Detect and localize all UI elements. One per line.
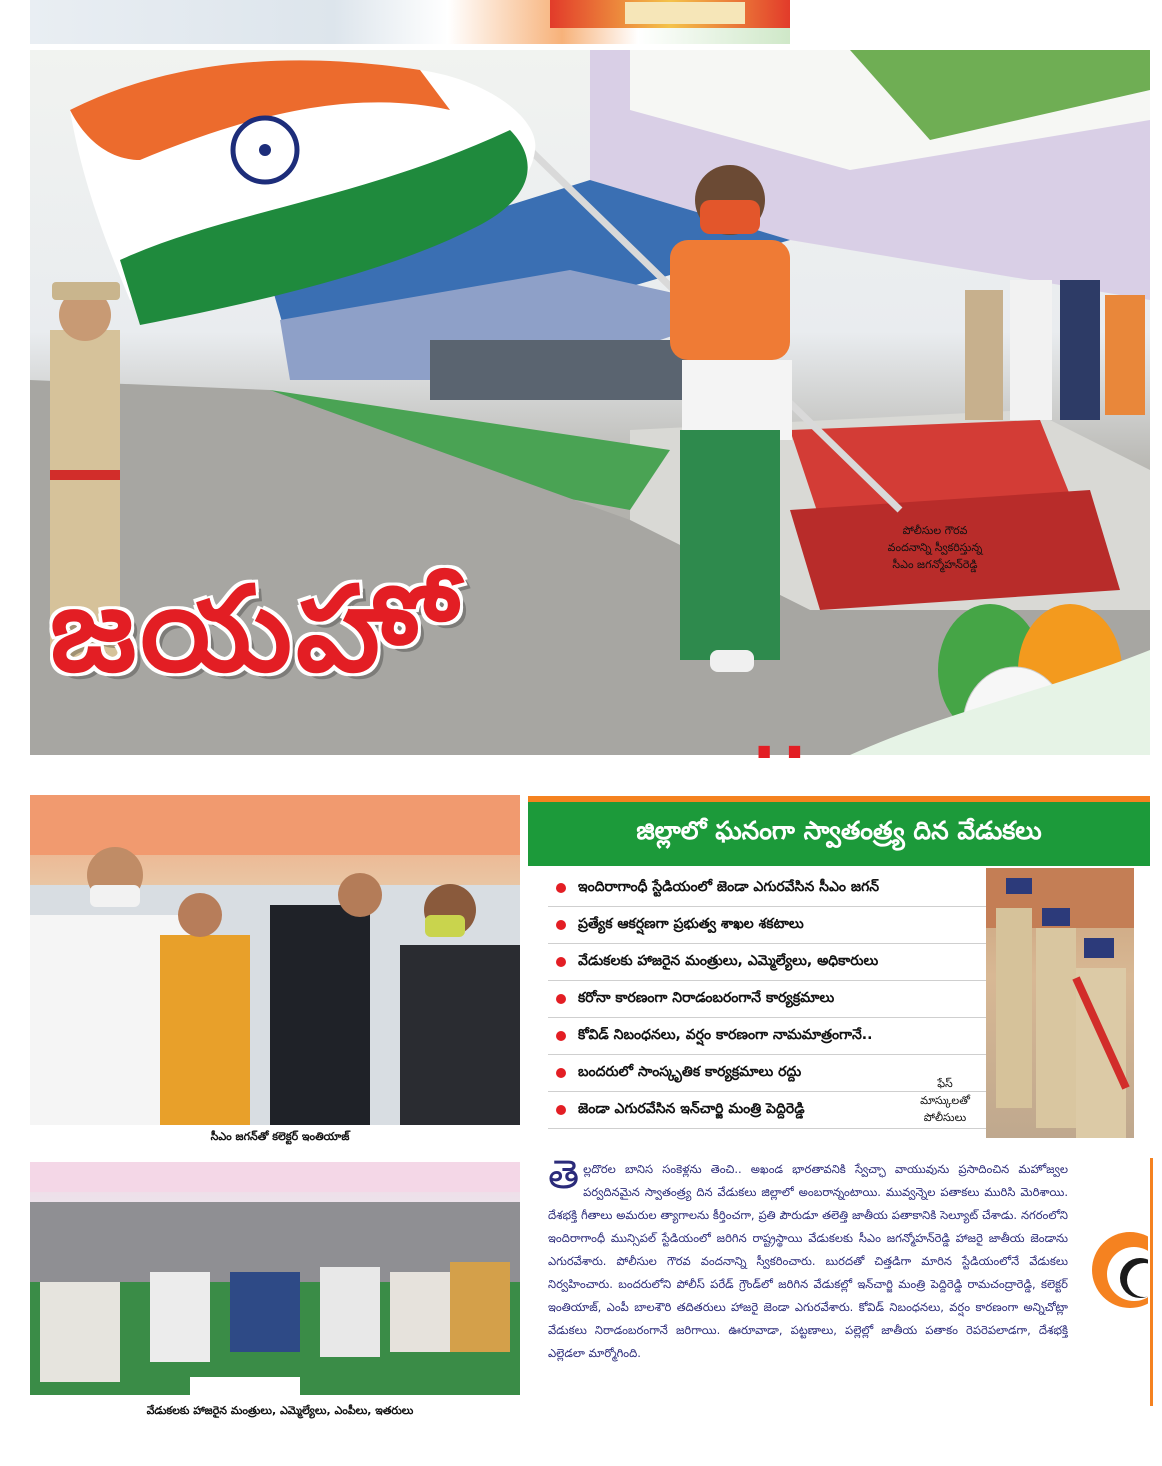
list-item <box>548 907 988 944</box>
bullet-text: ప్రత్యేక ఆకర్షణగా ప్రభుత్వ శాఖల శకటాలు <box>578 915 804 932</box>
bullet-dot <box>556 1031 566 1041</box>
audience-photo <box>30 1162 520 1395</box>
bullet-dot <box>556 1068 566 1078</box>
police-caption-line: మాస్కులతో <box>920 1094 970 1107</box>
police-photo <box>986 868 1134 1138</box>
bullet-text: కోవిడ్ నిబంధనలు, వర్షం కారణంగా నామమాత్రంగానే.. <box>578 1026 873 1043</box>
circle-graphic <box>1090 1228 1148 1312</box>
title-dots: .. <box>752 700 813 774</box>
police-caption <box>905 1075 985 1126</box>
list-item <box>548 870 988 907</box>
police-caption-line: ఫేస్ <box>937 1077 953 1090</box>
collector-illustration <box>30 795 520 1125</box>
masthead-emblem <box>625 2 745 24</box>
police-illustration <box>986 868 1134 1138</box>
bullet-dot <box>556 1105 566 1115</box>
police-caption-line: పోలీసులు <box>923 1111 967 1124</box>
hero-caption-line: పోలీసుల గౌరవ <box>902 524 968 537</box>
list-item <box>548 981 988 1018</box>
hero-caption <box>860 522 1010 573</box>
list-item <box>548 1018 988 1055</box>
bullet-dot <box>556 883 566 893</box>
bullet-dot <box>556 994 566 1004</box>
page-title: జయహో <box>50 560 460 698</box>
drop-cap: తె <box>548 1152 580 1198</box>
decorative-circle-icon <box>1090 1228 1148 1312</box>
collector-caption: సీఎం జగన్‌తో కలెక్టర్ ఇంతియాజ్ <box>210 1130 350 1143</box>
collector-photo <box>30 795 520 1125</box>
article-text: ల్లదొరల బానిస సంకెళ్లను తెంచి.. అఖండ భారతావనికి స్వేచ్ఛా వాయువును ప్రసాదించిన మహోజ్వల పర్వదినమైన స్వాతంత్ర్య దిన వేడుకలు జిల్లాలో అంబరాన్నంటాయి. మువ్వన్నెల పతాకలు మురిసి మెరిశాయి. దేశభక్తి గీతాలు అమరుల త్యాగాలను కీర్తించగా, ప్రతి పౌరుడూ తలెత్తి జాతీయ పతాకానికి సెల్యూట్ చేశాడు. నగరంలోని ఇందిరాగాంధీ మున్సిపల్ స్టేడియంలో జరిగిన రాష్ట్రస్థాయి వేడుకలకు సీఎం జగన్మోహన్‌రెడ్డి హాజరై జాతీయ జెండాను ఎగురవేశారు. పోలీసుల గౌరవ వందనాన్ని స్వీకరించారు. బురదతో చిత్తడిగా మారిన స్టేడియంలోనే వేడుకలు నిర్వహించారు. బందరులోని పోలీస్ పరేడ్ గ్రౌండ్‌లో జరిగిన వేడుకల్లో ఇన్‌చార్జి మంత్రి పెద్దిరెడ్డి రామచంద్రారెడ్డి, కలెక్టర్ ఇంతియాజ్, ఎంపీ బాలశౌరి తదితరులు హాజరై జెండా ఎగురవేశారు. కోవిడ్ నిబంధనలు, వర్షం కారణంగా అన్నిచోట్లా వేడుకలు నిరాడంబరంగానే జరిగాయి. ఊరూవాడా, పట్టణాలు, పల్లెల్లో జాతీయ పతాకం రెపరెపలాడగా, దేశభక్తి ఎల్లెడలా మార్మోగింది. <box>548 1162 1068 1360</box>
bullet-text: ఇందిరాగాంధీ స్టేడియంలో జెండా ఎగురవేసిన సీఎం జగన్ <box>578 878 880 895</box>
hero-caption-line: వందనాన్ని స్వీకరిస్తున్న <box>887 541 983 554</box>
bullet-text: బందరులో సాంస్కృతిక కార్యక్రమాలు రద్దు <box>578 1063 802 1080</box>
masthead-strip <box>30 0 790 44</box>
bullet-text: కరోనా కారణంగా నిరాడంబరంగానే కార్యక్రమాలు <box>578 989 835 1006</box>
audience-illustration <box>30 1162 520 1395</box>
audience-caption: వేడుకలకు హాజరైన మంత్రులు, ఎమ్మెల్యేలు, ఎంపీలు, ఇతరులు <box>146 1404 414 1417</box>
bullet-dot <box>556 957 566 967</box>
bullet-text: జెండా ఎగురవేసిన ఇన్‌చార్జి మంత్రి పెద్దిరెడ్డి <box>578 1100 805 1117</box>
headline-banner <box>528 796 1150 866</box>
bullet-text: వేడుకలకు హాజరైన మంత్రులు, ఎమ్మెల్యేలు, అధికారులు <box>578 952 879 969</box>
hero-caption-line: సీఎం జగన్మోహన్‌రెడ్డి <box>892 558 978 571</box>
side-rule <box>1150 1158 1153 1406</box>
article-body <box>548 1152 1068 1365</box>
headline-text: జిల్లాలో ఘనంగా స్వాతంత్ర్య దిన వేడుకలు <box>636 816 1042 845</box>
list-item <box>548 944 988 981</box>
bullet-dot <box>556 920 566 930</box>
